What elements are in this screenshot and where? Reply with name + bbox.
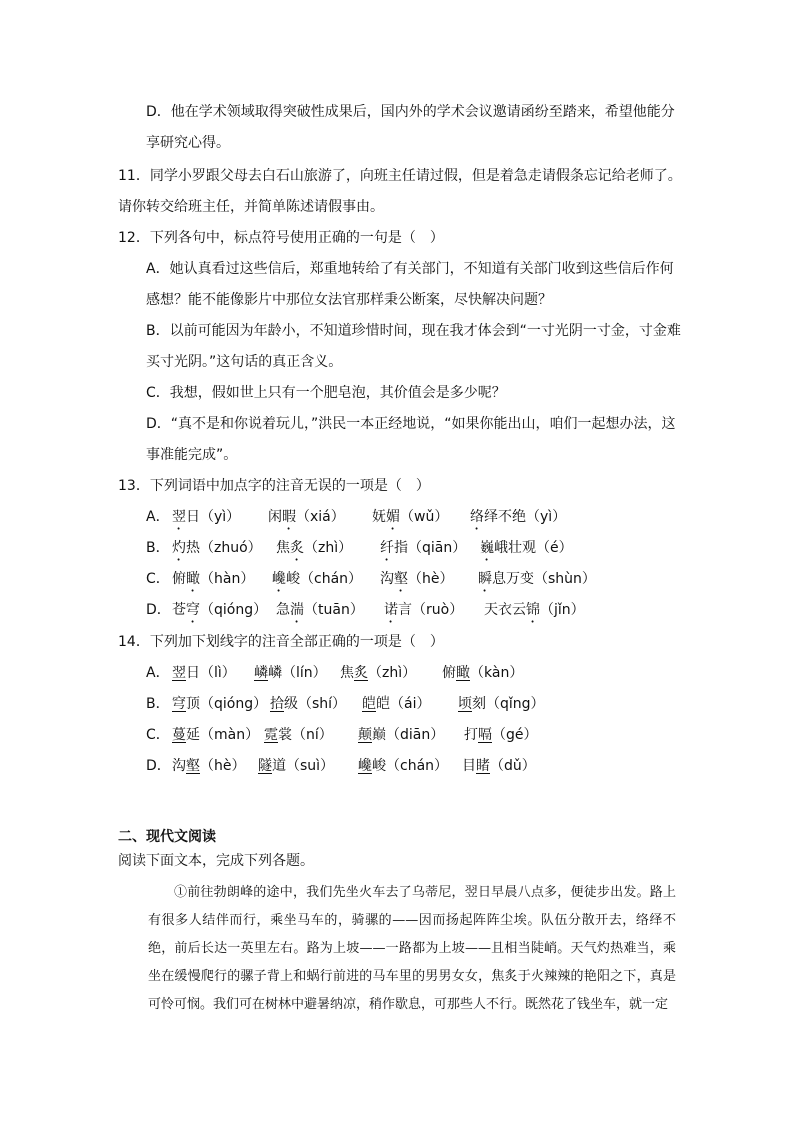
q14-option-word [358, 756, 448, 776]
marked-character: 嶙 [254, 665, 268, 681]
word-prefix: 沟 [172, 758, 186, 774]
word-suffix-pinyin: 皑（ái） [376, 696, 431, 712]
q10-option-d-line2: 享研究心得。 [146, 135, 230, 151]
q13-option-word [276, 538, 352, 564]
word-suffix-pinyin: （zhì） [368, 665, 417, 681]
word-suffix-pinyin: （gé） [492, 727, 538, 743]
q11-stem-line2: 请你转交给班主任，并简单陈述请假事由。 [118, 199, 384, 215]
q13-option-word [272, 569, 362, 595]
word-prefix: 俯 [442, 665, 456, 681]
marked-character: 暇 [282, 509, 296, 525]
word-suffix-pinyin: （zhì） [304, 540, 353, 556]
marked-character: 壑 [186, 758, 200, 774]
marked-character: 炙 [354, 665, 368, 681]
q14-option-word [172, 663, 236, 683]
q14-option-word [254, 663, 327, 683]
q13-option-word [172, 538, 262, 564]
q13-option-word [384, 600, 463, 626]
word-suffix-pinyin: 峻（chán） [372, 758, 449, 774]
word-suffix-pinyin: 峨壮观（é） [494, 540, 573, 556]
marked-character: 媚 [386, 509, 400, 525]
reading-passage [148, 879, 676, 1019]
word-prefix: 目 [462, 758, 476, 774]
q12-stem: 12．下列各句中，标点符号使用正确的一句是（ ） [118, 230, 444, 246]
q12-option-a-line2: 感想？能不能像影片中那位女法官那样秉公断案，尽快解决问题？ [146, 292, 552, 308]
q14-option-word [172, 694, 267, 714]
marked-character: 皑 [362, 696, 376, 712]
marked-character: 瞰 [456, 665, 470, 681]
marked-character: 颠 [358, 727, 372, 743]
word-suffix-pinyin: （qióng） [200, 602, 268, 618]
q14-option-word [172, 725, 259, 745]
section-title: 二、现代文阅读 [118, 829, 216, 845]
q12-option-b-line2: 买寸光阴。”这句话的真正含义。 [146, 354, 343, 370]
marked-character: 巉 [358, 758, 372, 774]
q12-option-b-line1: B．以前可能因为年龄小，不知道珍惜时间，现在我才体会到“一寸光阴一寸金，寸金难 [146, 323, 681, 339]
word-prefix: 沟 [380, 571, 394, 587]
q13-option-word [172, 600, 267, 626]
q14-option-label: D． [146, 758, 171, 774]
word-suffix-pinyin: （xiá） [296, 509, 345, 525]
marked-character: 瞰 [186, 571, 200, 587]
word-suffix-pinyin: 峻（chán） [286, 571, 363, 587]
q13-option-word [172, 569, 254, 595]
marked-character: 翌 [172, 509, 186, 525]
q13-option-word [372, 507, 448, 533]
word-suffix-pinyin: 顶（qióng） [186, 696, 268, 712]
word-suffix-pinyin: 言（ruò） [398, 602, 464, 618]
marked-character: 灼 [172, 540, 186, 556]
q14-option-word [264, 725, 333, 745]
q13-option-word [276, 600, 364, 626]
marked-character: 穹 [186, 602, 200, 618]
word-suffix-pinyin: 日（lì） [186, 665, 236, 681]
q13-stem: 13．下列词语中加点字的注音无误的一项是（ ） [118, 478, 430, 494]
word-prefix: 焦 [340, 665, 354, 681]
word-prefix: 天衣云 [484, 602, 526, 618]
word-suffix-pinyin: （hè） [200, 758, 246, 774]
word-prefix: 打 [464, 727, 478, 743]
q14-option-word [442, 663, 523, 683]
q14-option-word [340, 663, 416, 683]
marked-character: 睹 [476, 758, 490, 774]
q14-option-label: B． [146, 696, 170, 712]
q13-option-word [480, 538, 573, 564]
q14-stem: 14．下列加下划线字的注音全部正确的一项是（ ） [118, 634, 444, 650]
word-suffix-pinyin: （hàn） [200, 571, 255, 587]
word-suffix-pinyin: 日（yì） [186, 509, 241, 525]
word-prefix: 焦 [276, 540, 290, 556]
word-prefix: 妩 [372, 509, 386, 525]
marked-character: 纤 [380, 540, 394, 556]
marked-character: 霓 [264, 727, 278, 743]
word-suffix-pinyin: （kàn） [470, 665, 524, 681]
word-suffix-pinyin: 巅（diān） [372, 727, 445, 743]
marked-character: 锦 [526, 602, 540, 618]
marked-character: 壑 [394, 571, 408, 587]
word-prefix: 闲 [268, 509, 282, 525]
q13-option-word [268, 507, 345, 533]
word-suffix-pinyin: 裳（ní） [278, 727, 333, 743]
q11-stem-line1: 11．同学小罗跟父母去白石山旅游了，向班主任请过假，但是着急走请假条忘记给老师了。 [118, 168, 682, 184]
q14-option-label: A． [146, 665, 170, 681]
q12-option-d-line1: D．“真不是和你说着玩儿，”洪民一本正经地说，“如果你能出山，咱们一起想办法，这 [146, 416, 676, 432]
word-suffix-pinyin: 延（màn） [186, 727, 260, 743]
word-suffix-pinyin: 指（qiān） [394, 540, 467, 556]
marked-character: 炙 [290, 540, 304, 556]
q13-option-label: B． [146, 540, 170, 556]
q14-option-label: C． [146, 727, 170, 743]
q13-option-word [478, 569, 596, 595]
marked-character: 巉 [272, 571, 286, 587]
q13-option-word [380, 569, 454, 595]
q13-option-label: D． [146, 602, 171, 618]
q14-option-word [270, 694, 346, 714]
marked-character: 隧 [258, 758, 272, 774]
q12-option-c-line1: C．我想，假如世上只有一个肥皂泡，其价值会是多少呢？ [146, 385, 506, 401]
word-prefix: 苍 [172, 602, 186, 618]
word-suffix-pinyin: 热（zhuó） [186, 540, 262, 556]
word-suffix-pinyin: （jǐn） [540, 602, 585, 618]
q14-option-word [462, 756, 536, 776]
q14-option-word [358, 725, 444, 745]
marked-character: 湍 [290, 602, 304, 618]
marked-character: 络 [470, 509, 484, 525]
marked-character: 穹 [172, 696, 186, 712]
word-prefix: 俯 [172, 571, 186, 587]
word-suffix-pinyin: 道（suì） [272, 758, 335, 774]
marked-character: 瞬 [478, 571, 492, 587]
q12-option-a-line1: A．她认真看过这些信后，郑重地转给了有关部门，不知道有关部门收到这些信后作何 [146, 261, 674, 277]
marked-character: 巍 [480, 540, 494, 556]
q13-option-word [172, 507, 240, 533]
word-prefix: 急 [276, 602, 290, 618]
word-suffix-pinyin: （dǔ） [490, 758, 536, 774]
word-suffix-pinyin: 息万变（shùn） [492, 571, 596, 587]
q14-option-word [464, 725, 538, 745]
marked-character: 蔓 [172, 727, 186, 743]
marked-character: 诺 [384, 602, 398, 618]
word-suffix-pinyin: （tuān） [304, 602, 364, 618]
q13-option-word [484, 600, 585, 626]
marked-character: 顷 [458, 696, 472, 712]
q13-option-label: A． [146, 509, 170, 525]
section-instruction: 阅读下面文本，完成下列各题。 [118, 853, 314, 869]
marked-character: 翌 [172, 665, 186, 681]
q13-option-word [470, 507, 566, 533]
q13-option-label: C． [146, 571, 170, 587]
marked-character: 拾 [270, 696, 284, 712]
q14-option-word [362, 694, 430, 714]
word-suffix-pinyin: （hè） [408, 571, 454, 587]
q14-option-word [258, 756, 334, 776]
word-suffix-pinyin: 嶙（lín） [268, 665, 327, 681]
passage-text: ①前往勃朗峰的途中，我们先坐火车去了乌蒂尼，翌日早晨八点多，便徒步出发。路上有很多人结伴而行，乘坐马车的，骑骡的——因而扬起阵阵尘埃。队伍分散开去，络绎不绝，前后长达一英里左右。路为上坡——一路都为上坡——且相当陡峭。天气灼热难当，乘坐在缓慢爬行的骡子背上和蜗行前进的马车里的男男女女，焦炙于火辣辣的艳阳之下，真是可怜可悯。我们可在树林中避暑纳凉，稍作歇息，可那些人不行。既然花了钱坐车，就一定 [148, 885, 676, 1012]
marked-character: 嗝 [478, 727, 492, 743]
word-suffix-pinyin: 刻（qǐng） [472, 696, 545, 712]
q13-option-word [380, 538, 466, 564]
q14-option-word [172, 756, 246, 776]
word-suffix-pinyin: 绎不绝（yì） [484, 509, 567, 525]
word-suffix-pinyin: （wǔ） [400, 509, 449, 525]
q14-option-word [458, 694, 545, 714]
q12-option-d-line2: 事准能完成”。 [146, 447, 238, 463]
q10-option-d-line1: D．他在学术领域取得突破性成果后，国内外的学术会议邀请函纷至踏来，希望他能分 [146, 104, 675, 120]
word-suffix-pinyin: 级（shí） [284, 696, 347, 712]
